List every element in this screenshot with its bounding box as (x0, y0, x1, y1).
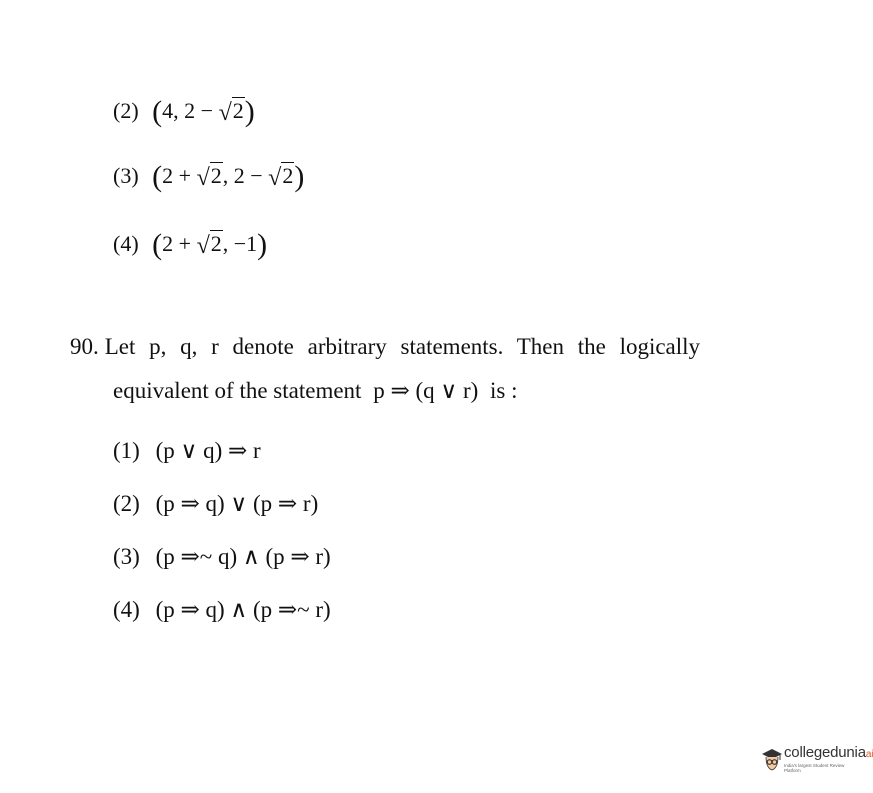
option-expression: (p ⇒ q) ∧ (p ⇒~ r) (155, 597, 331, 622)
option-expression: (4, 2 − √2) (152, 95, 255, 128)
question-line-1 (70, 334, 700, 360)
prev-option-2 (113, 95, 255, 129)
option-expression: (p ⇒~ q) ∧ (p ⇒ r) (155, 544, 331, 569)
option-label: (3) (113, 163, 139, 188)
sqrt-2: √2 (196, 231, 222, 259)
option-expression: (2 + √2, 2 − √2) (152, 160, 305, 193)
sqrt-2: √2 (196, 163, 222, 191)
collegedunia-logo (760, 742, 873, 782)
question-tail: is : (490, 378, 518, 403)
graduate-cap-glasses-icon (760, 746, 784, 776)
option-label: (3) (113, 544, 140, 569)
option-1 (113, 438, 261, 464)
option-4 (113, 597, 331, 623)
option-label: (2) (113, 98, 139, 123)
option-expression: (2 + √2, −1) (152, 228, 268, 261)
question-line-2 (113, 378, 518, 404)
brand-tagline: India's largest Student Review Platform (784, 763, 845, 773)
option-label: (1) (113, 438, 140, 463)
question-expression: p ⇒ (q ∨ r) (373, 378, 479, 403)
question-number: 90. (70, 334, 99, 359)
question-text-2: equivalent of the statement (113, 378, 362, 403)
question-text: Let p, q, r denote arbitrary statements. Then the logically (104, 334, 701, 359)
option-label: (4) (113, 597, 140, 622)
brand-name: collegeduniaai (784, 744, 873, 761)
option-label: (2) (113, 491, 140, 516)
option-expression: (p ⇒ q) ∨ (p ⇒ r) (155, 491, 319, 516)
prev-option-3 (113, 160, 304, 194)
option-label: (4) (113, 231, 139, 256)
option-2 (113, 491, 318, 517)
sqrt-2: √2 (268, 163, 294, 191)
sqrt-2: √2 (218, 98, 244, 126)
option-3 (113, 544, 331, 570)
prev-option-4 (113, 228, 267, 262)
option-expression: (p ∨ q) ⇒ r (155, 438, 261, 463)
